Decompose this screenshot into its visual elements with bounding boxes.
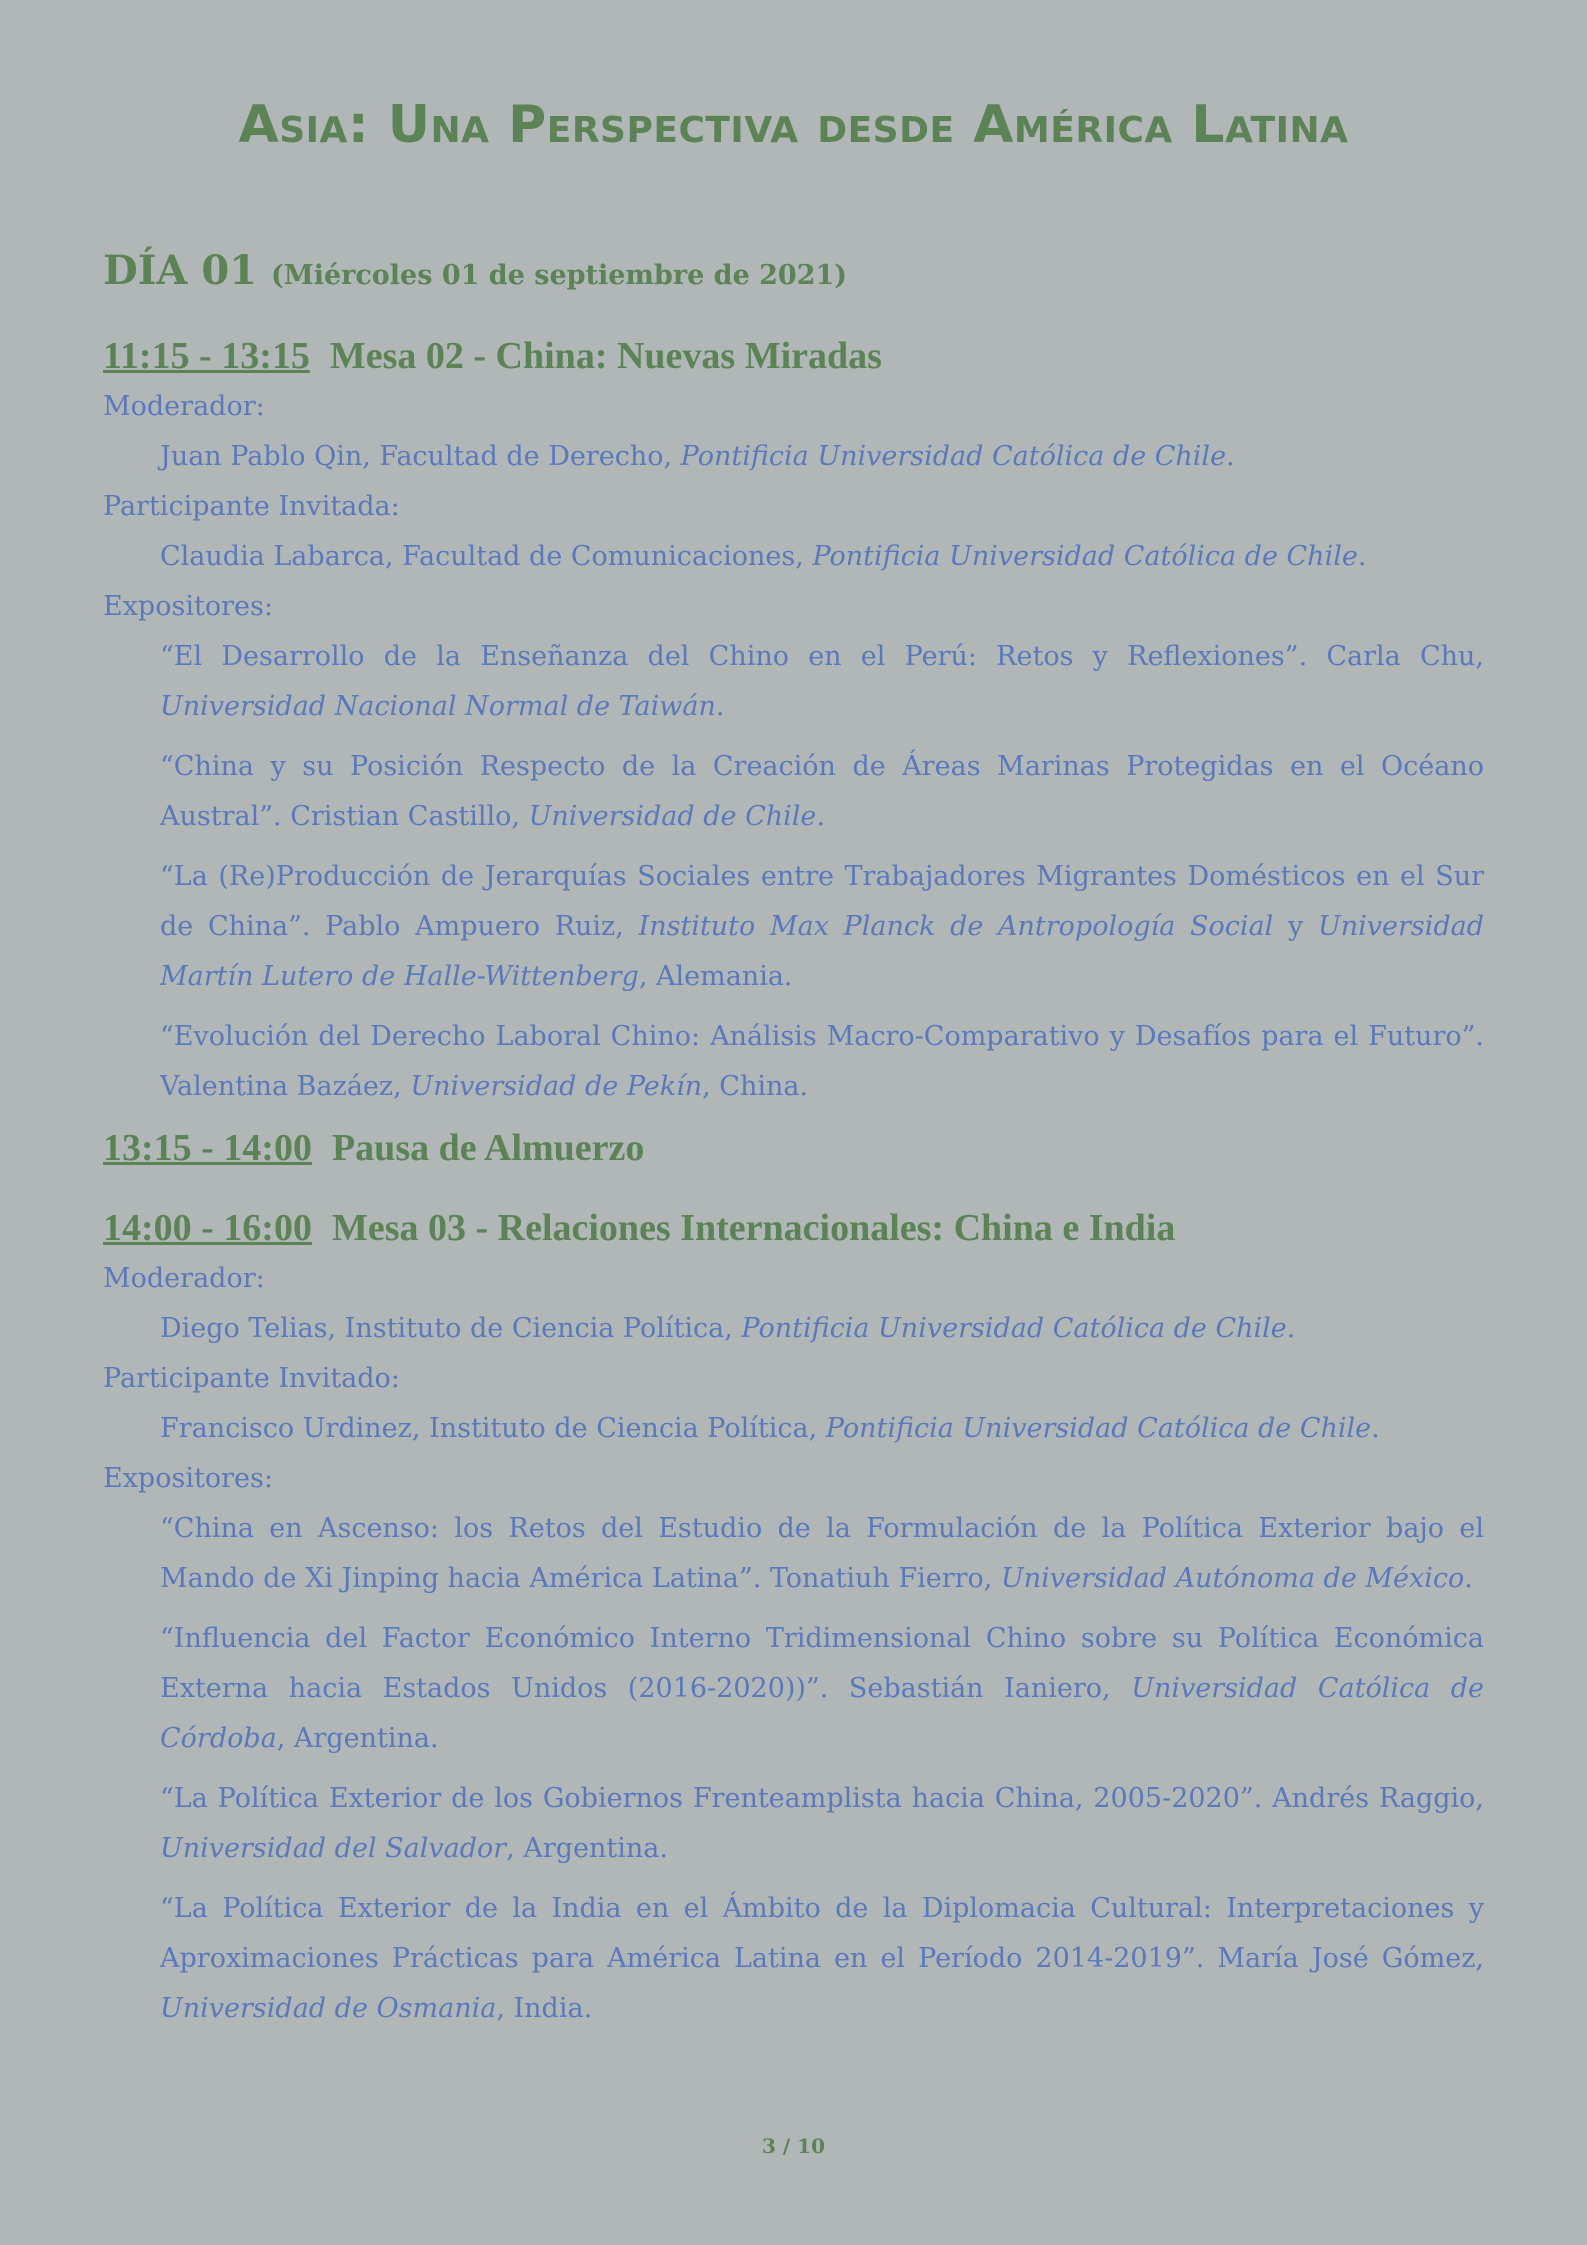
page-title: Asia: Una Perspectiva desde América Latina <box>238 95 1349 155</box>
session-time: 14:00 - 16:00 <box>103 1207 312 1249</box>
moderator-entry: Diego Telias, Instituto de Ciencia Política, Pontificia Universidad Católica de Chile. <box>160 1313 1296 1344</box>
speakers-label: Expositores: <box>103 591 273 622</box>
speaker-entry: “La Política Exterior de la India en el Ámbito de la Diplomacia Cultural: Interpretaciones y Aproximaciones Prácticas para América Latina en el Período 2014-2019”. María José Gómez, Universidad de Osmania, India. <box>160 1893 1484 2024</box>
session-heading <box>103 330 1484 382</box>
speaker-entry: “China en Ascenso: los Retos del Estudio de la Formulación de la Política Exterior bajo el Mando de Xi Jinping hacia América Latina”. Tonatiuh Fierro, Universidad Autónoma de México. <box>160 1513 1484 1594</box>
guest-entry: Francisco Urdinez, Instituto de Ciencia Política, Pontificia Universidad Católica de Chile. <box>160 1413 1380 1444</box>
session-heading <box>103 1202 1484 1254</box>
speaker-entry: “El Desarrollo de la Enseñanza del Chino en el Perú: Retos y Reflexiones”. Carla Chu, Universidad Nacional Normal de Taiwán. <box>160 641 1484 722</box>
day-date: (Miércoles 01 de septiembre de 2021) <box>271 260 848 291</box>
speaker-entry: “Influencia del Factor Económico Interno Tridimensional Chino sobre su Política Económica Externa hacia Estados Unidos (2016-2020))”. Sebastián Ianiero, Universidad Católica de Córdoba, Argentina. <box>160 1623 1484 1754</box>
day-heading <box>103 247 847 294</box>
session-name: Mesa 02 - China: Nuevas Miradas <box>329 335 882 377</box>
session-time: 11:15 - 13:15 <box>103 335 310 377</box>
speaker-entry: “Evolución del Derecho Laboral Chino: Análisis Macro-Comparativo y Desafíos para el Futuro”. Valentina Bazáez, Universidad de Pekín, China. <box>160 1021 1484 1102</box>
session-name: Pausa de Almuerzo <box>331 1127 645 1169</box>
page-number: 3 / 10 <box>762 2134 825 2158</box>
speakers-label: Expositores: <box>103 1463 273 1494</box>
session-heading <box>103 1122 1484 1174</box>
guest-label: Participante Invitada: <box>103 491 400 522</box>
guest-entry: Claudia Labarca, Facultad de Comunicaciones, Pontificia Universidad Católica de Chile. <box>160 541 1367 572</box>
moderator-label: Moderador: <box>103 391 265 422</box>
guest-label: Participante Invitado: <box>103 1363 400 1394</box>
session-time: 13:15 - 14:00 <box>103 1127 312 1169</box>
day-label: DÍA 01 <box>103 247 258 294</box>
speaker-entry: “La Política Exterior de los Gobiernos Frenteamplista hacia China, 2005-2020”. Andrés Raggio, Universidad del Salvador, Argentina. <box>160 1783 1484 1864</box>
speaker-entry: “La (Re)Producción de Jerarquías Sociales entre Trabajadores Migrantes Domésticos en el Sur de China”. Pablo Ampuero Ruiz, Instituto Max Planck de Antropología Social y Universidad Martín Lutero de Halle-Wittenberg, Alemania. <box>160 861 1485 992</box>
session-name: Mesa 03 - Relaciones Internacionales: China e India <box>331 1207 1176 1249</box>
moderator-entry: Juan Pablo Qin, Facultad de Derecho, Pontificia Universidad Católica de Chile. <box>160 441 1235 472</box>
speaker-entry: “China y su Posición Respecto de la Creación de Áreas Marinas Protegidas en el Océano Austral”. Cristian Castillo, Universidad de Chile. <box>160 751 1484 832</box>
moderator-label: Moderador: <box>103 1263 265 1294</box>
program-content <box>103 330 1484 2044</box>
